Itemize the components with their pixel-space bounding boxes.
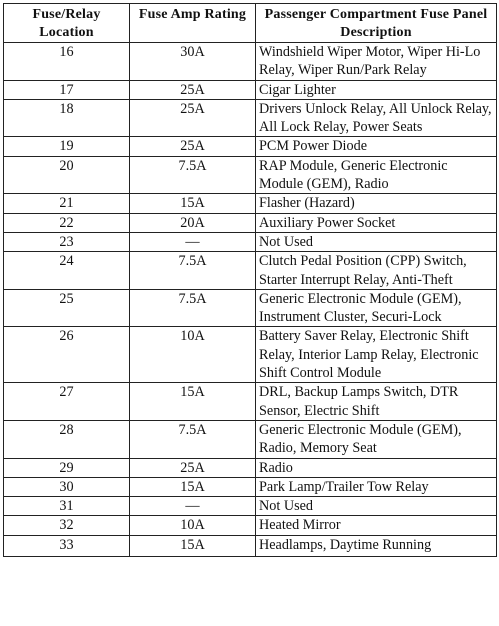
cell-description: Flasher (Hazard) (256, 194, 497, 213)
cell-rating: 15A (130, 477, 256, 496)
cell-description: Not Used (256, 497, 497, 516)
cell-rating: 25A (130, 80, 256, 99)
table-row (4, 289, 497, 327)
cell-location: 21 (4, 194, 130, 213)
cell-rating: 7.5A (130, 289, 256, 327)
cell-rating: — (130, 232, 256, 251)
cell-description: Headlamps, Daytime Running (256, 535, 497, 556)
cell-description: Generic Electronic Module (GEM), Instrument Cluster, Securi-Lock (256, 289, 497, 327)
table-row (4, 80, 497, 99)
cell-description: Drivers Unlock Relay, All Unlock Relay, All Lock Relay, Power Seats (256, 99, 497, 137)
table-row (4, 194, 497, 213)
cell-rating: — (130, 497, 256, 516)
cell-location: 16 (4, 43, 130, 81)
table-header (4, 4, 497, 43)
table-row (4, 383, 497, 421)
table-row (4, 420, 497, 458)
header-location: Fuse/Relay Location (4, 4, 130, 43)
cell-description: Park Lamp/Trailer Tow Relay (256, 477, 497, 496)
table-row (4, 458, 497, 477)
table-row (4, 43, 497, 81)
cell-location: 28 (4, 420, 130, 458)
cell-description: Windshield Wiper Motor, Wiper Hi-Lo Relay, Wiper Run/Park Relay (256, 43, 497, 81)
table-row (4, 516, 497, 535)
table-row (4, 213, 497, 232)
cell-location: 17 (4, 80, 130, 99)
cell-rating: 10A (130, 516, 256, 535)
cell-rating: 7.5A (130, 156, 256, 194)
table-body (4, 43, 497, 557)
header-row (4, 4, 497, 43)
table-row (4, 232, 497, 251)
cell-location: 30 (4, 477, 130, 496)
cell-description: Not Used (256, 232, 497, 251)
cell-description: Auxiliary Power Socket (256, 213, 497, 232)
cell-location: 26 (4, 327, 130, 383)
cell-description: Cigar Lighter (256, 80, 497, 99)
cell-location: 18 (4, 99, 130, 137)
cell-location: 27 (4, 383, 130, 421)
cell-rating: 25A (130, 99, 256, 137)
cell-rating: 10A (130, 327, 256, 383)
cell-rating: 7.5A (130, 252, 256, 290)
cell-location: 22 (4, 213, 130, 232)
fuse-table (3, 3, 497, 557)
cell-location: 29 (4, 458, 130, 477)
cell-location: 32 (4, 516, 130, 535)
cell-location: 33 (4, 535, 130, 556)
table-row (4, 156, 497, 194)
cell-rating: 20A (130, 213, 256, 232)
cell-rating: 15A (130, 194, 256, 213)
cell-rating: 15A (130, 383, 256, 421)
cell-location: 20 (4, 156, 130, 194)
cell-description: Heated Mirror (256, 516, 497, 535)
header-description: Passenger Compartment Fuse Panel Description (256, 4, 497, 43)
cell-rating: 15A (130, 535, 256, 556)
cell-location: 23 (4, 232, 130, 251)
cell-description: Battery Saver Relay, Electronic Shift Relay, Interior Lamp Relay, Electronic Shift Control Module (256, 327, 497, 383)
cell-description: Clutch Pedal Position (CPP) Switch, Starter Interrupt Relay, Anti-Theft (256, 252, 497, 290)
cell-description: Radio (256, 458, 497, 477)
cell-rating: 25A (130, 458, 256, 477)
cell-rating: 7.5A (130, 420, 256, 458)
cell-location: 19 (4, 137, 130, 156)
cell-description: DRL, Backup Lamps Switch, DTR Sensor, Electric Shift (256, 383, 497, 421)
cell-description: PCM Power Diode (256, 137, 497, 156)
cell-location: 25 (4, 289, 130, 327)
table-row (4, 477, 497, 496)
table-row (4, 497, 497, 516)
cell-description: Generic Electronic Module (GEM), Radio, Memory Seat (256, 420, 497, 458)
table-row (4, 535, 497, 556)
cell-description: RAP Module, Generic Electronic Module (GEM), Radio (256, 156, 497, 194)
cell-rating: 30A (130, 43, 256, 81)
table-row (4, 137, 497, 156)
cell-rating: 25A (130, 137, 256, 156)
header-rating: Fuse Amp Rating (130, 4, 256, 43)
cell-location: 24 (4, 252, 130, 290)
table-row (4, 327, 497, 383)
table-row (4, 99, 497, 137)
table-row (4, 252, 497, 290)
cell-location: 31 (4, 497, 130, 516)
fuse-table-container (3, 3, 496, 557)
